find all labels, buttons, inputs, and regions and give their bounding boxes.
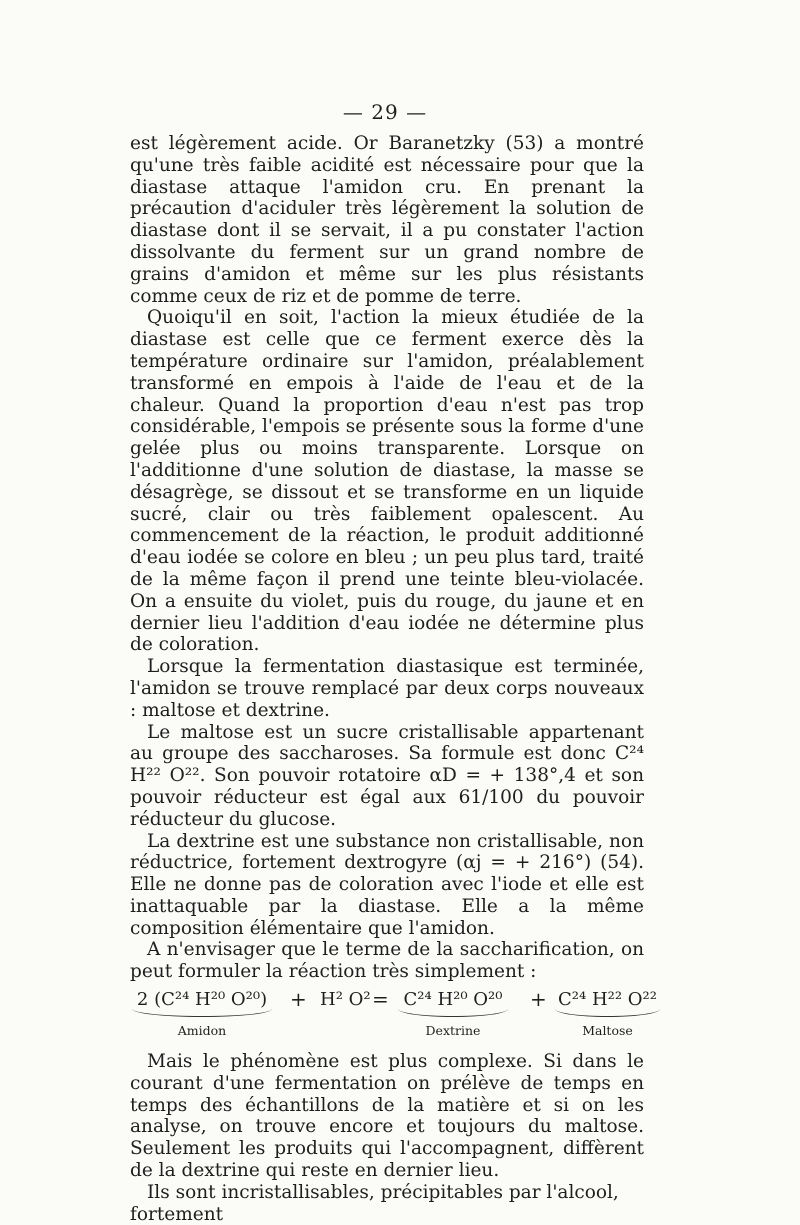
- paragraph: Le maltose est un sucre cristallisable appartenant au groupe des saccharoses. Sa formule est donc C²⁴ H²² O²². Son pouvoir rotatoire αD = + 138°,4 et son pouvoir réducteur est égal aux 61/100 du pouvoir réducteur du glucose.: [130, 721, 644, 830]
- formula-amidon: 2 (C²⁴ H²⁰ O²⁰): [136, 989, 268, 1011]
- label-dextrine: Dextrine: [425, 1022, 481, 1038]
- water-formula: H² O²: [320, 989, 371, 1011]
- paragraph: A n'envisager que le terme de la saccharification, on peut formuler la réaction très simplement :: [130, 939, 644, 983]
- chemical-equation: [130, 987, 657, 1045]
- label-maltose: Maltose: [582, 1022, 633, 1038]
- plus-sign: +: [530, 987, 547, 1012]
- equation-term-maltose: [555, 989, 660, 1042]
- paragraph: Lorsque la fermentation diastasique est terminée, l'amidon se trouve remplacé par deux corps nouveaux : maltose et dextrine.: [130, 656, 644, 721]
- equation-term-amidon: [132, 989, 272, 1042]
- plus-sign: +: [290, 987, 307, 1012]
- paragraph: La dextrine est une substance non cristallisable, non réductrice, fortement dextrogyre (αj = + 216°) (54). Elle ne donne pas de coloration avec l'iode et elle est inattaquable par la diastase. Elle a la même composition élémentaire que l'amidon.: [130, 830, 644, 939]
- paragraph: Ils sont incristallisables, précipitables par l'alcool, fortement: [130, 1181, 619, 1225]
- paragraph: Quoiqu'il en soit, l'action la mieux étudiée de la diastase est celle que ce ferment exerce dès la température ordinaire sur l'amidon, préalablement transformé en empois à l'aide de l'eau et de la chaleur. Quand la proportion d'eau n'est pas trop considérable, l'empois se présente sous la forme d'une gelée plus ou moins transparente. Lorsque on l'additionne d'une solution de diastase, la masse se désagrège, se dissout et se transforme en un liquide sucré, clair ou très faiblement opalescent. Au commencement de la réaction, le produit additionné d'eau iodée se colore en bleu ; un peu plus tard, traité de la même façon il prend une teinte bleu-violacée. On a ensuite du violet, puis du rouge, du jaune et en dernier lieu l'addition d'eau iodée ne détermine plus de coloration.: [130, 307, 644, 656]
- paragraph: est légèrement acide. Or Baranetzky (53) a montré qu'une très faible acidité est nécessaire pour que la diastase attaque l'amidon cru. En prenant la précaution d'aciduler très légèrement la solution de diastase dont il se servait, il a pu constater l'action dissolvante du ferment sur un grand nombre de grains d'amidon et même sur les plus résistants comme ceux de riz et de pomme de terre.: [130, 133, 644, 307]
- paragraph: Mais le phénomène est plus complexe. Si dans le courant d'une fermentation on prélève de temps en temps des échantillons de la matière et si on les analyse, on trouve encore et toujours du maltose. Seulement les produits qui l'accompagnent, diffèrent de la dextrine qui reste en dernier lieu.: [130, 1051, 644, 1182]
- page-number: — 29 —: [342, 100, 428, 124]
- equals-sign: =: [372, 987, 389, 1012]
- formula-dextrine: C²⁴ H²⁰ O²⁰: [403, 989, 503, 1011]
- formula-maltose: C²⁴ H²² O²²: [558, 989, 657, 1011]
- body-text: [130, 133, 657, 1225]
- label-amidon: Amidon: [177, 1022, 227, 1038]
- equation-term-dextrine: [398, 989, 508, 1042]
